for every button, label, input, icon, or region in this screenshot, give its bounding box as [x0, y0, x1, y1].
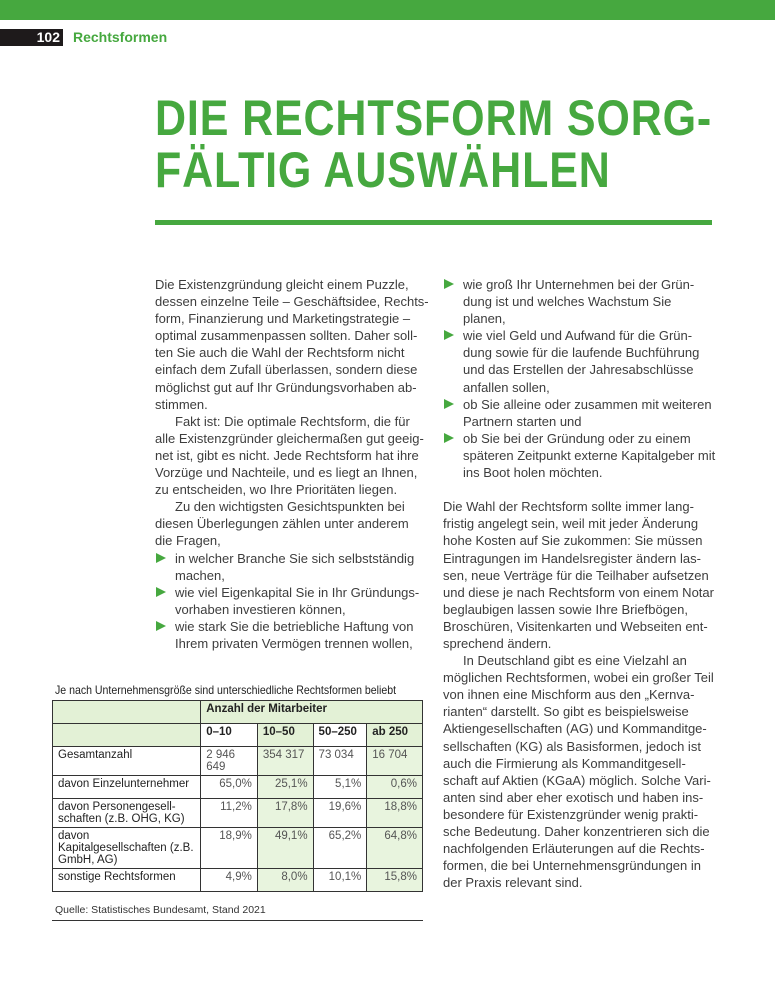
- text-line: [155, 481, 425, 498]
- text-line: [443, 361, 718, 378]
- table-cell: 10,1%: [313, 869, 367, 892]
- text-line-content: ob Sie alleine oder zusammen mit weiteren: [463, 396, 712, 412]
- text-line-content: ob Sie bei der Gründung oder zu einem: [463, 430, 691, 446]
- table-cell: 2 946 649: [201, 747, 258, 776]
- text-line-content: In Deutschland gibt es eine Vielzahl an: [463, 653, 687, 669]
- text-line: [443, 310, 718, 327]
- text-line-content: net ist, gibt es nicht. Jede Rechtsform hat ihre: [155, 447, 419, 463]
- table-cell: 73 034: [313, 747, 367, 776]
- bullet-item: [155, 550, 425, 567]
- text-line-content: dung ist und welches Wachstum Sie: [463, 294, 672, 310]
- table-row: [53, 828, 423, 869]
- text-line: [443, 413, 718, 430]
- column-header: 10–50: [257, 724, 313, 747]
- bullet-arrow-icon: [156, 553, 166, 563]
- text-line-content: Die Existenzgründung gleicht einem Puzzle,: [155, 277, 409, 292]
- bullet-item: [155, 584, 425, 601]
- table-cell: 65,0%: [201, 776, 258, 799]
- text-line-content: alle Existenzgründer gleichermaßen gut geeig-: [155, 430, 424, 446]
- table-row: [53, 869, 423, 892]
- text-line-content: optimal zusammenpassen sollten. Daher soll-: [155, 328, 418, 344]
- text-line: [443, 498, 718, 515]
- row-label: davon Kapitalgesellschaften (z.B. GmbH, AG): [53, 828, 201, 869]
- text-line-content: rianten“ darstellt. So gibt es beispielsweise: [443, 704, 689, 720]
- header-empty-cell: [53, 724, 201, 747]
- text-line: [443, 686, 718, 703]
- table-cell: 16 704: [367, 747, 423, 776]
- text-line-content: möglichst gut auf Ihr Gründungsvorhaben ab-: [155, 379, 417, 395]
- text-line: [443, 635, 718, 652]
- legal-forms-table: [52, 700, 423, 892]
- text-line-content: Partnern starten und: [463, 413, 582, 429]
- text-line-content: sen, neue Verträge für die Teilhaber aufsetzen: [443, 567, 709, 583]
- text-line-content: Zu den wichtigsten Gesichtspunkten bei: [175, 499, 405, 515]
- table-row: [53, 747, 423, 776]
- table-cell: 354 317: [257, 747, 313, 776]
- text-line-content: auch die Firmierung als Kommanditgesell-: [443, 755, 686, 771]
- column-header: 0–10: [201, 724, 258, 747]
- column-header: 50–250: [313, 724, 367, 747]
- bullet-arrow-icon: [444, 399, 454, 409]
- text-line-content: hohe Kosten auf Sie zukommen: Sie müssen: [443, 533, 703, 549]
- bullet-item: [155, 618, 425, 635]
- bullet-arrow-icon: [444, 279, 454, 289]
- text-line: [443, 293, 718, 310]
- text-line-content: Eintragungen im Handelsregister ändern las-: [443, 550, 701, 566]
- text-line-content: formen, die bei Unternehmensgründungen in: [443, 858, 702, 874]
- text-line-content: anten sind aber eher exotisch und haben ins-: [443, 789, 704, 805]
- text-line: [443, 755, 718, 772]
- table-header-row: [53, 701, 423, 724]
- text-line-content: wie viel Geld und Aufwand für die Grün-: [463, 328, 693, 344]
- text-line-content: der Praxis relevant sind.: [443, 875, 583, 891]
- text-line: [443, 515, 718, 532]
- table-cell: 5,1%: [313, 776, 367, 799]
- text-line: [155, 430, 425, 447]
- text-line: [443, 567, 718, 584]
- text-line: [443, 738, 718, 755]
- table-caption: Je nach Unternehmensgröße sind unterschiedliche Rechtsformen beliebt: [55, 683, 397, 697]
- text-line: [155, 344, 425, 361]
- text-line-content: sche Bedeutung. Daher konzentrieren sich die: [443, 824, 710, 839]
- table-cell: 49,1%: [257, 828, 313, 869]
- text-line-content: Vorzüge und Nachteile, und es liegt an Ihnen,: [155, 465, 418, 481]
- bullet-item: [443, 276, 718, 293]
- right-text-column: [443, 276, 718, 891]
- paragraph-gap: [443, 481, 718, 498]
- text-line-content: in welcher Branche Sie sich selbstständig: [175, 550, 415, 566]
- text-line-content: diesen Überlegungen zählen unter anderem: [155, 516, 409, 532]
- text-line: [155, 293, 429, 310]
- group-header: Anzahl der Mitarbeiter: [201, 701, 423, 724]
- text-line-content: und diese je nach Rechtsform von einem Notar: [443, 584, 714, 600]
- text-line: [443, 344, 718, 361]
- text-line: [443, 550, 718, 567]
- bullet-arrow-icon: [444, 330, 454, 340]
- title-rule: [155, 220, 712, 225]
- text-line-content: und das Erstellen der Jahresabschlüsse: [463, 362, 694, 378]
- left-text-column: [155, 276, 429, 652]
- table-cell: 18,8%: [367, 799, 423, 828]
- text-line: [155, 310, 425, 327]
- text-line: [155, 447, 425, 464]
- text-line-content: besondere für Existenzgründer wenig prakti-: [443, 806, 699, 822]
- row-label: davon Einzelunternehmer: [53, 776, 201, 799]
- text-line-content: Ihrem privaten Vermögen trennen wollen,: [175, 635, 413, 651]
- text-line-content: schaft auf Aktien (KGaA) möglich. Solche Vari-: [443, 772, 711, 788]
- text-line-content: stimmen.: [155, 396, 208, 412]
- text-line-content: einfach dem Zufall überlassen, sondern diese: [155, 362, 418, 378]
- table-row: [53, 776, 423, 799]
- table-cell: 64,8%: [367, 828, 423, 869]
- text-line-content: die Fragen,: [155, 533, 221, 549]
- bullet-arrow-icon: [444, 433, 454, 443]
- table-cell: 8,0%: [257, 869, 313, 892]
- text-line: [443, 857, 718, 874]
- table-cell: 4,9%: [201, 869, 258, 892]
- text-line-content: Aktiengesellschaften (AG) und Kommanditge-: [443, 721, 707, 737]
- text-line: [443, 532, 718, 549]
- text-line-content: vorhaben investieren können,: [175, 601, 346, 617]
- text-line-content: nachfolgenden Erläuterungen auf die Rechts-: [443, 841, 705, 857]
- text-line: [155, 413, 425, 430]
- table-row: [53, 799, 423, 828]
- text-line-content: wie stark Sie die betriebliche Haftung von: [175, 618, 414, 634]
- bullet-item: [443, 430, 718, 447]
- text-line: [155, 276, 425, 293]
- text-line: [155, 361, 425, 378]
- text-line-content: form, Finanzierung und Marketingstrategie –: [155, 311, 411, 327]
- text-line-content: Broschüren, Visitenkarten und Webseiten ent-: [443, 618, 708, 634]
- table-cell: 18,9%: [201, 828, 258, 869]
- bullet-arrow-icon: [156, 587, 166, 597]
- text-line: [443, 806, 718, 823]
- text-line-content: machen,: [175, 567, 225, 583]
- text-line: [443, 772, 718, 789]
- text-line: [155, 635, 425, 652]
- text-line-content: späteren Zeitpunkt externe Kapitalgeber mit: [463, 447, 716, 463]
- column-header: ab 250: [367, 724, 423, 747]
- table-cell: 17,8%: [257, 799, 313, 828]
- text-line-content: anfallen sollen,: [463, 379, 550, 395]
- text-line: [443, 379, 718, 396]
- text-line-content: Fakt ist: Die optimale Rechtsform, die für: [175, 413, 410, 429]
- text-line-content: sprechend ändern.: [443, 635, 552, 651]
- table-cell: 11,2%: [201, 799, 258, 828]
- text-line: [155, 601, 425, 618]
- table-cell: 15,8%: [367, 869, 423, 892]
- text-line: [155, 327, 425, 344]
- text-line-content: ten Sie auch die Wahl der Rechtsform nicht: [155, 345, 405, 361]
- text-line: [155, 464, 425, 481]
- text-line: [443, 584, 718, 601]
- text-line: [443, 720, 718, 737]
- text-line: [443, 618, 718, 635]
- row-label: Gesamtanzahl: [53, 747, 201, 776]
- table-cell: 25,1%: [257, 776, 313, 799]
- title-line-2: FÄLTIG AUSWÄHLEN: [155, 142, 611, 198]
- text-line: [155, 379, 425, 396]
- text-line: [443, 789, 718, 806]
- bullet-arrow-icon: [156, 621, 166, 631]
- page-title: [155, 92, 712, 196]
- text-line: [443, 652, 718, 669]
- text-line-content: Die Wahl der Rechtsform sollte immer lang-: [443, 499, 694, 515]
- text-line: [443, 464, 718, 481]
- table-cell: 0,6%: [367, 776, 423, 799]
- text-line: [443, 447, 718, 464]
- section-title: Rechtsformen: [73, 29, 168, 45]
- page-number: 102: [0, 29, 63, 46]
- top-color-bar: [0, 0, 775, 20]
- table-bottom-rule: [52, 920, 423, 921]
- text-line-content: planen,: [463, 311, 506, 327]
- table-column-header-row: [53, 724, 423, 747]
- text-line-content: möglichen Rechtsformen, wobei ein großer Teil: [443, 670, 714, 686]
- text-line-content: wie groß Ihr Unternehmen bei der Grün-: [463, 277, 695, 292]
- text-line: [443, 601, 718, 618]
- text-line: [155, 396, 425, 413]
- text-line-content: dessen einzelne Teile – Geschäftsidee, Rechts-: [155, 294, 429, 310]
- text-line: [443, 840, 718, 857]
- text-line-content: fristig angelegt sein, weil mit jeder Änderung: [443, 516, 699, 532]
- text-line: [443, 874, 718, 891]
- text-line: [443, 669, 718, 686]
- text-line-content: zu entscheiden, wo Ihre Prioritäten liegen.: [155, 482, 398, 498]
- table-cell: 65,2%: [313, 828, 367, 869]
- text-line-content: von ihnen eine Mischform aus den „Kernva-: [443, 687, 695, 703]
- text-line-content: sellschaften (KG) als Basisformen, jedoch ist: [443, 738, 701, 754]
- bullet-item: [443, 396, 718, 413]
- text-line: [155, 532, 425, 549]
- header-empty-cell: [53, 701, 201, 724]
- title-line-1: DIE RECHTSFORM SORG-: [155, 90, 713, 146]
- table-cell: 19,6%: [313, 799, 367, 828]
- text-line: [443, 703, 718, 720]
- text-line: [155, 498, 425, 515]
- text-line-content: wie viel Eigenkapital Sie in Ihr Gründungs-: [175, 584, 420, 600]
- row-label: davon Personengesell-schaften (z.B. OHG, KG): [53, 799, 201, 828]
- bullet-item: [443, 327, 718, 344]
- row-label: sonstige Rechtsformen: [53, 869, 201, 892]
- text-line: [155, 567, 425, 584]
- table-source: Quelle: Statistisches Bundesamt, Stand 2021: [55, 904, 266, 916]
- text-line-content: dung sowie für die laufende Buchführung: [463, 345, 700, 361]
- text-line: [155, 515, 425, 532]
- text-line-content: ins Boot holen möchten.: [463, 465, 603, 481]
- text-line: [443, 823, 718, 840]
- text-line-content: beglaubigen lassen sowie Ihre Briefbögen,: [443, 601, 689, 617]
